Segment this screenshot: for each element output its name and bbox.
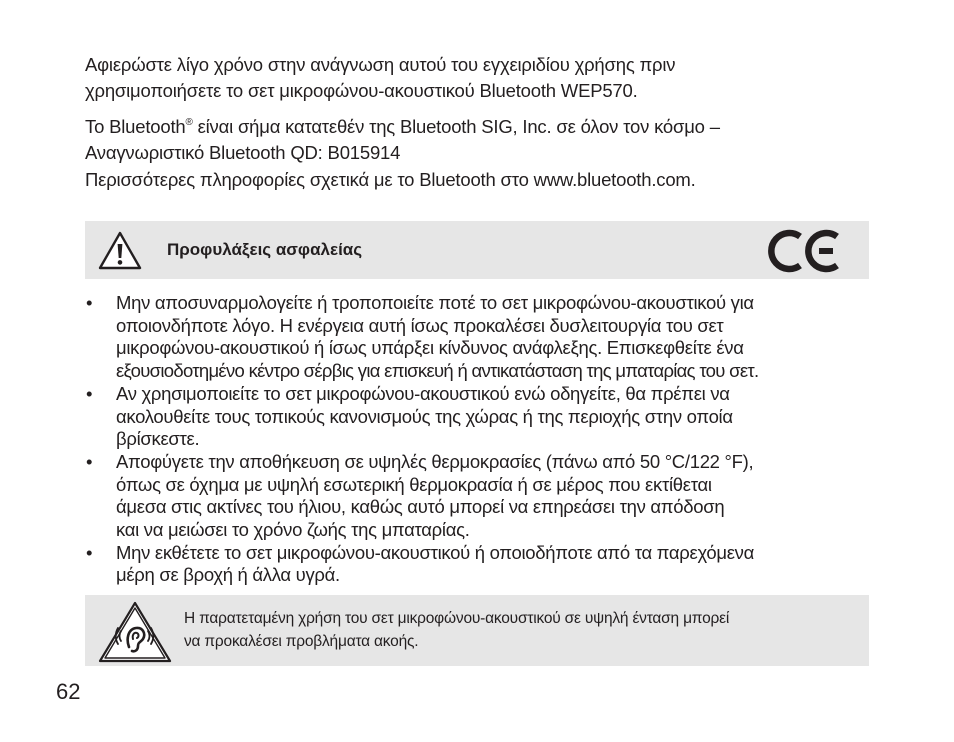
intro-line-1: Αφιερώστε λίγο χρόνο στην ανάγνωση αυτού του εγχειριδίου χρήσης πριν xyxy=(85,54,676,75)
list-item-line: οποιονδήποτε λόγο. Η ενέργεια αυτή ίσως προκαλέσει δυσλειτουργία του σετ xyxy=(116,314,724,336)
hearing-warning-box xyxy=(85,595,869,666)
list-item xyxy=(85,383,875,451)
list-item-line: Μην εκθέτετε το σετ μικροφώνου-ακουστικού ή οποιοδήποτε από τα παρεχόμενα xyxy=(116,541,755,563)
list-item-line: άμεσα στις ακτίνες του ήλιου, καθώς αυτό μπορεί να επηρεάσει την απόδοση xyxy=(116,496,725,518)
hearing-warning-line-1: Η παρατεταμένη χρήση του σετ μικροφώνου-ακουστικού σε υψηλή ένταση μπορεί xyxy=(184,610,730,627)
trademark-line-1 xyxy=(85,114,720,140)
page-number: 62 xyxy=(56,679,81,704)
safety-precautions-title: Προφυλάξεις ασφαλείας xyxy=(167,240,363,259)
list-item-line: μικροφώνου-ακουστικού ή ίσως υπάρξει κίνδυνος ανάφλεξης. Επισκεφθείτε ένα xyxy=(116,337,744,359)
ce-mark-icon xyxy=(768,228,842,274)
trademark-line-3: Περισσότερες πληροφορίες σχετικά με το Bluetooth στο www.bluetooth.com. xyxy=(85,169,696,190)
list-item xyxy=(85,451,875,542)
hearing-warning-text xyxy=(184,607,729,653)
safety-precautions-list xyxy=(85,292,875,587)
hearing-damage-warning-icon xyxy=(98,601,172,663)
bullet-symbol: • xyxy=(86,382,93,404)
bullet-symbol: • xyxy=(86,450,93,472)
safety-precautions-header xyxy=(85,221,869,279)
trademark-brand: Το Bluetooth xyxy=(85,116,186,137)
intro-line-2: χρησιμοποιήσετε το σετ μικροφώνου-ακουστικού Bluetooth WEP570. xyxy=(85,80,638,101)
list-item-line: βρίσκεστε. xyxy=(116,428,200,450)
bullet-symbol: • xyxy=(86,292,93,313)
list-item-line: Μην αποσυναρμολογείτε ή τροποποιείτε ποτέ το σετ μικροφώνου-ακουστικού για xyxy=(116,292,754,313)
list-item-line: ακολουθείτε τους τοπικούς κανονισμούς της χώρας ή της περιοχής στην οποία xyxy=(116,405,733,427)
list-item-line: και να μειώσει το χρόνο ζωής της μπαταρίας. xyxy=(116,519,470,541)
trademark-paragraph xyxy=(85,114,720,193)
list-item-line: μέρη σε βροχή ή άλλα υγρά. xyxy=(116,564,340,586)
list-item-line: Αν χρησιμοποιείτε το σετ μικροφώνου-ακουστικού ενώ οδηγείτε, θα πρέπει να xyxy=(116,382,730,404)
warning-triangle-icon xyxy=(97,230,143,272)
bullet-symbol: • xyxy=(86,541,93,563)
trademark-line-2: Αναγνωριστικό Bluetooth QD: B015914 xyxy=(85,142,401,163)
list-item-line: όπως σε όχημα με υψηλή εσωτερική θερμοκρασία ή σε μέρος που εκτίθεται xyxy=(116,473,712,495)
list-item-line: Αποφύγετε την αποθήκευση σε υψηλές θερμοκρασίες (πάνω από 50 °C/122 °F), xyxy=(116,450,754,472)
hearing-warning-line-2: να προκαλέσει προβλήματα ακοής. xyxy=(184,633,419,650)
trademark-owner-text: είναι σήμα κατατεθέν της Bluetooth SIG, Inc. σε όλον τον κόσμο – xyxy=(192,116,720,137)
intro-paragraph xyxy=(85,52,675,104)
list-item xyxy=(85,542,875,587)
list-item xyxy=(85,292,875,383)
list-item-line: εξουσιοδοτημένο κέντρο σέρβις για επισκευή ή αντικατάσταση της μπαταρίας του σετ. xyxy=(116,360,759,382)
registered-mark: ® xyxy=(185,117,193,128)
